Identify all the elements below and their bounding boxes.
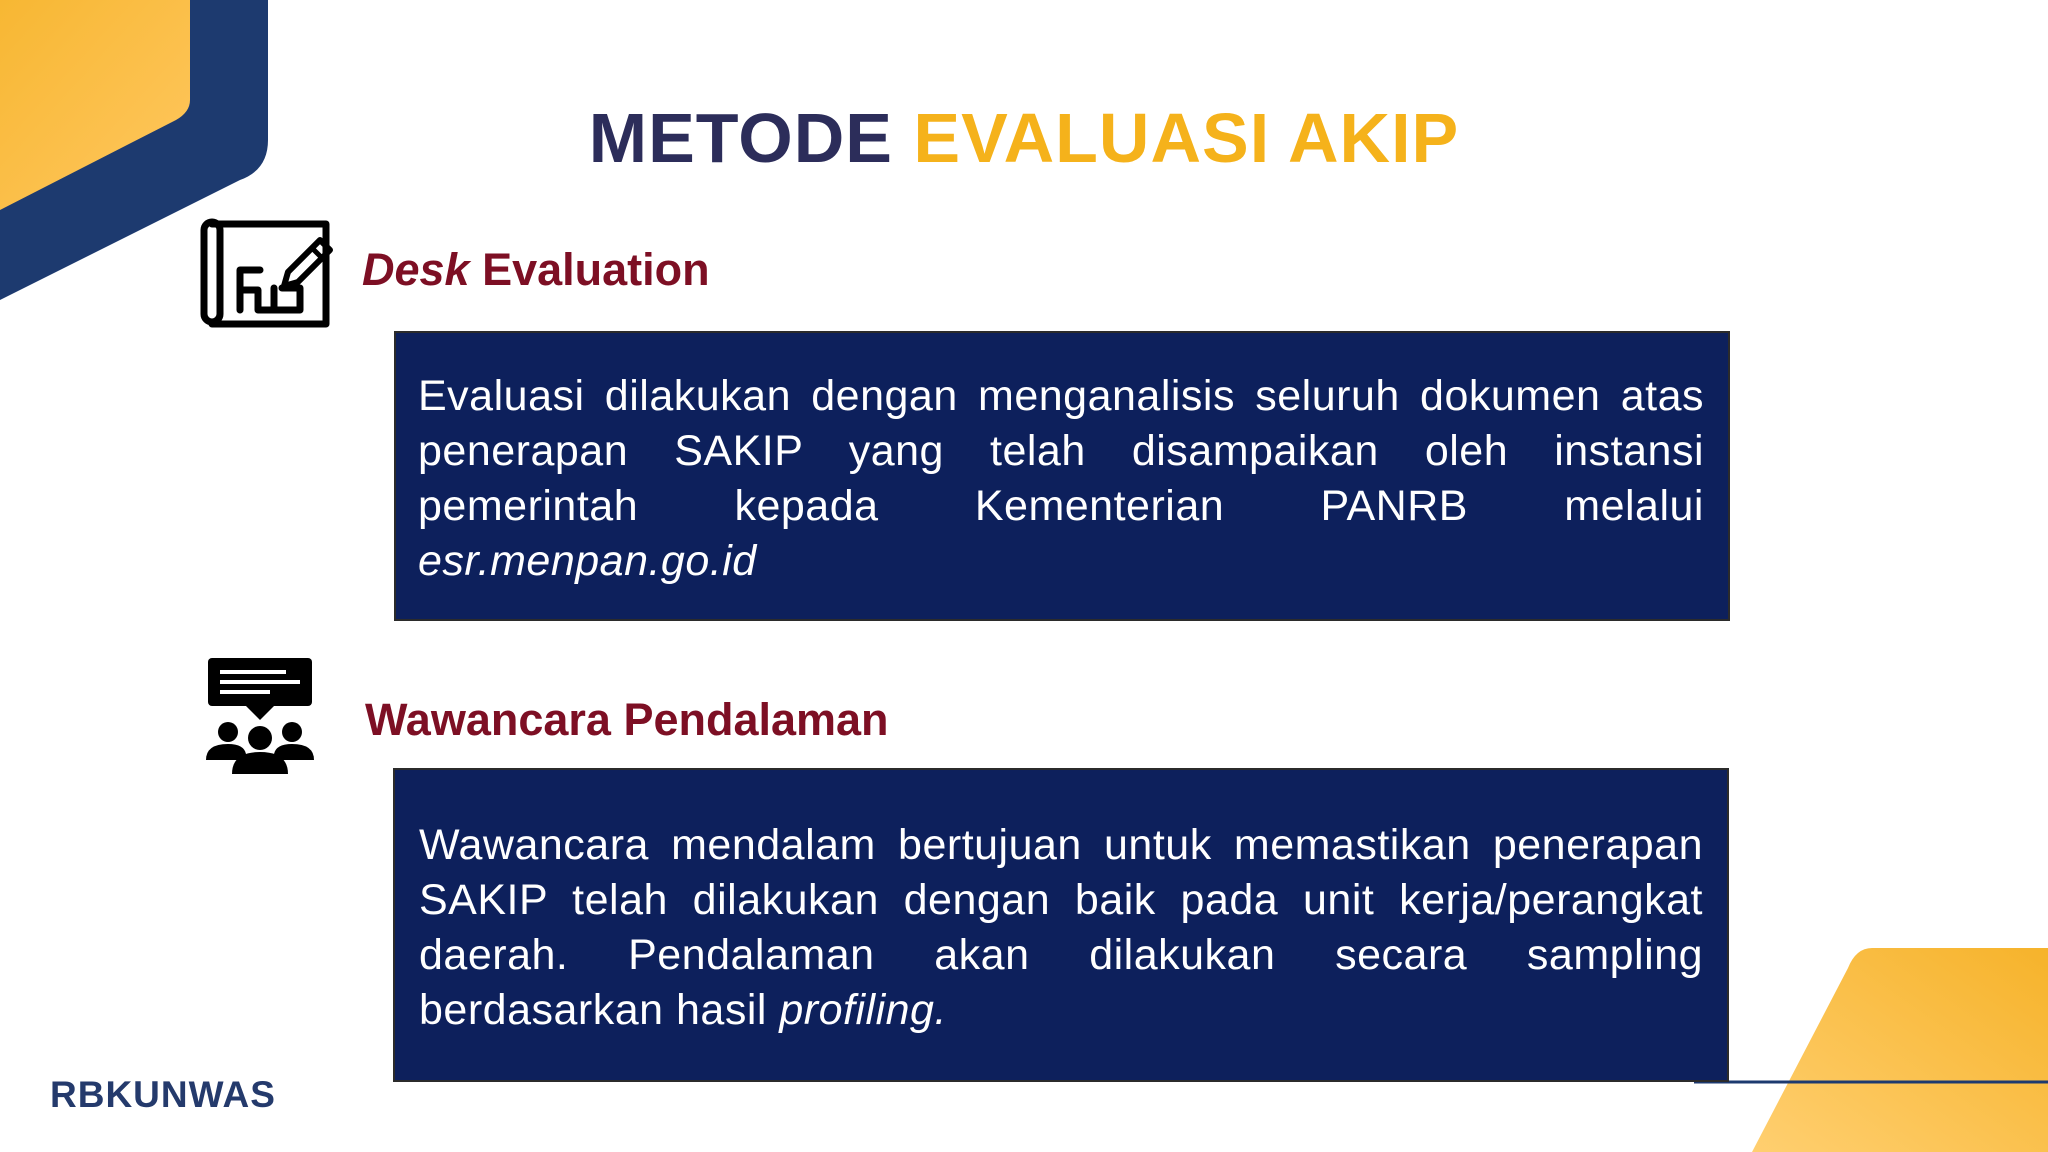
desk-evaluation-heading (362, 244, 710, 296)
heading-italic-part: Desk (362, 244, 470, 295)
meeting-discussion-icon (206, 656, 314, 774)
wawancara-pendalaman-heading: Wawancara Pendalaman (365, 694, 889, 745)
bottom-right-gold-shape (1752, 948, 2048, 1152)
heading-rest-part: Evaluation (482, 244, 710, 295)
blueprint-icon (200, 214, 334, 330)
rbkunwas-logo: RBKUNWAS (50, 1074, 276, 1115)
desk-evaluation-description-box (394, 331, 1730, 621)
people-group-shape (206, 722, 314, 774)
page-title (0, 98, 2048, 178)
wawancara-text: Wawancara mendalam bertujuan untuk memastikan penerapan SAKIP telah dilakukan dengan baik pada unit kerja/perangkat daerah. Pendalaman akan dilakukan secara sampling berdasarkan hasil (419, 821, 1703, 1034)
desk-evaluation-description (418, 369, 1704, 589)
desk-evaluation-text: Evaluasi dilakukan dengan menganalisis seluruh dokumen atas penerapan SAKIP yang telah disampaikan oleh instansi pemerintah kepada Kementerian PANRB melalui (418, 372, 1704, 530)
speech-bubble-shape (208, 658, 312, 720)
title-part-navy: METODE (588, 99, 893, 177)
profiling-text: profiling. (779, 986, 947, 1034)
wawancara-description-box (393, 768, 1729, 1082)
title-part-gold: EVALUASI AKIP (913, 99, 1460, 177)
esr-link-text: esr.menpan.go.id (418, 537, 757, 585)
wawancara-description (419, 818, 1703, 1038)
